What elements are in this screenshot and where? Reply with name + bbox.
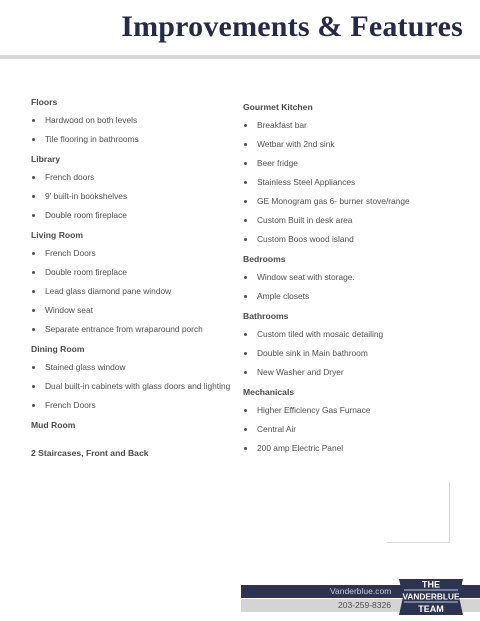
page-title-text: Improvements & Features xyxy=(121,10,463,43)
section xyxy=(31,419,246,431)
decorative-frame xyxy=(387,482,450,543)
list-item: Double sink in Main bathroom xyxy=(243,348,458,359)
logo-line-2: VANDERBLUE xyxy=(402,591,460,602)
section-heading: 2 Staircases, Front and Back xyxy=(31,448,149,458)
logo-line-3: TEAM xyxy=(418,604,444,614)
list-item: New Washer and Dryer xyxy=(243,367,458,378)
section xyxy=(31,153,246,221)
bullet-list xyxy=(31,172,246,221)
list-item: Separate entrance from wraparound porch xyxy=(31,324,246,335)
section-heading: Bedrooms xyxy=(243,254,286,264)
list-item: 200 amp Electric Panel xyxy=(243,443,458,454)
section xyxy=(243,101,458,245)
section-heading: Living Room xyxy=(31,230,84,240)
bullet-list xyxy=(31,362,246,411)
section xyxy=(243,310,458,378)
section xyxy=(31,447,246,459)
section-heading: Library xyxy=(31,154,61,164)
section-heading: Bathrooms xyxy=(243,311,289,321)
list-item: Custom Boos wood island xyxy=(243,234,458,245)
bullet-list xyxy=(31,248,246,335)
list-item: Hardwood on both levels xyxy=(31,115,246,126)
section-heading: Dining Room xyxy=(31,344,85,354)
list-item: Breakfast bar xyxy=(243,120,458,131)
footer-phone: 203-259-8326 xyxy=(338,600,391,610)
section xyxy=(31,96,246,145)
section xyxy=(243,253,458,302)
list-item: Beer fridge xyxy=(243,158,458,169)
list-item: French doors xyxy=(31,172,246,183)
section-heading: Mud Room xyxy=(31,420,76,430)
section xyxy=(31,229,246,335)
list-item: Window seat xyxy=(31,305,246,316)
list-item: Tile flooring in bathrooms xyxy=(31,134,246,145)
section-heading: Floors xyxy=(31,97,58,107)
list-item: Custom tiled with mosaic detailing xyxy=(243,329,458,340)
list-item: Dual built-in cabinets with glass doors and lighting xyxy=(31,381,246,392)
bullet-list xyxy=(243,329,458,378)
list-item: Double room fireplace xyxy=(31,267,246,278)
right-column xyxy=(243,101,458,462)
page-title xyxy=(0,10,480,44)
list-item: Ample closets xyxy=(243,291,458,302)
list-item: Stainless Steel Appliances xyxy=(243,177,458,188)
list-item: Higher Efficiency Gas Furnace xyxy=(243,405,458,416)
footer-website[interactable]: Vanderblue.com xyxy=(330,586,392,596)
left-column xyxy=(31,96,246,466)
bullet-list xyxy=(243,120,458,245)
bullet-list xyxy=(243,272,458,302)
title-divider xyxy=(0,55,480,59)
section-heading: Gourmet Kitchen xyxy=(243,102,313,112)
list-item: Lead glass diamond pane window xyxy=(31,286,246,297)
list-item: 9' built-in bookshelves xyxy=(31,191,246,202)
list-item: Stained glass window xyxy=(31,362,246,373)
list-item: GE Monogram gas 6- burner stove/range xyxy=(243,196,458,207)
section xyxy=(243,386,458,454)
section-heading: Mechanicals xyxy=(243,387,295,397)
bullet-list xyxy=(243,405,458,454)
list-item: Double room fireplace xyxy=(31,210,246,221)
section xyxy=(31,343,246,411)
list-item: French Doors xyxy=(31,400,246,411)
vanderblue-team-logo xyxy=(395,575,467,619)
logo-line-1: THE xyxy=(422,579,440,590)
bullet-list xyxy=(31,115,246,145)
list-item: French Doors xyxy=(31,248,246,259)
list-item: Wetbar with 2nd sink xyxy=(243,139,458,150)
list-item: Central Air xyxy=(243,424,458,435)
list-item: Window seat with storage. xyxy=(243,272,458,283)
list-item: Custom Built in desk area xyxy=(243,215,458,226)
